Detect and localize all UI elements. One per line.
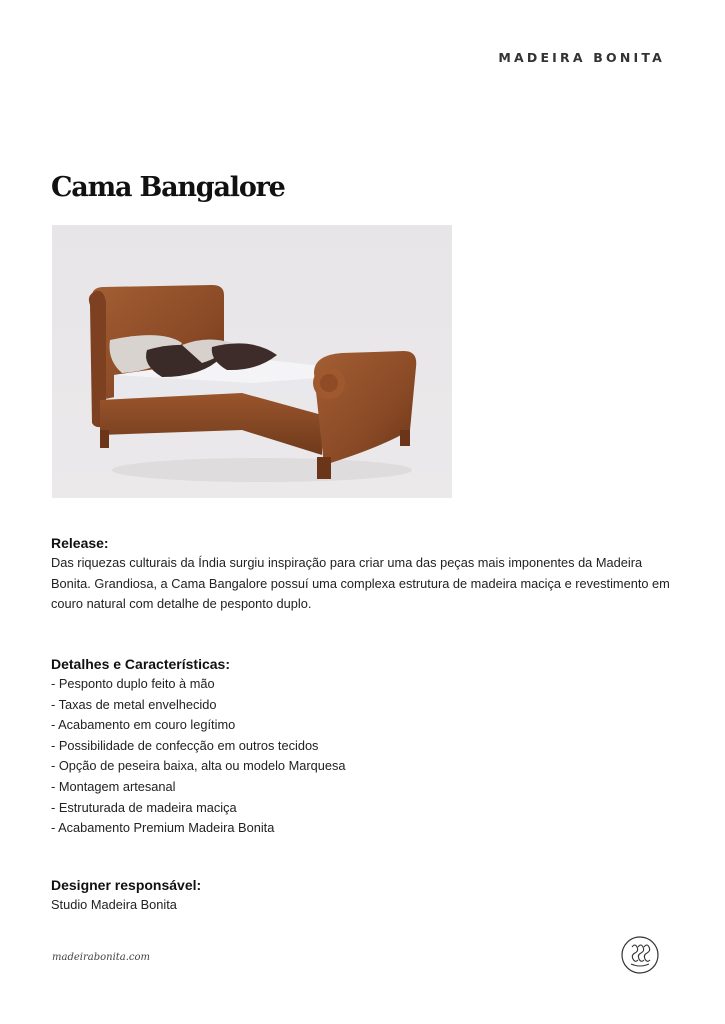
designer-heading: Designer responsável: [51,877,202,893]
designer-name: Studio Madeira Bonita [51,897,177,912]
details-heading: Detalhes e Características: [51,656,230,672]
list-item: - Acabamento Premium Madeira Bonita [51,820,275,836]
madeira-bonita-monogram-icon [620,935,660,975]
details-list [51,674,676,839]
list-item: - Possibilidade de confecção em outros tecidos [51,737,319,753]
list-item: - Acabamento em couro legítimo [51,717,236,733]
list-item: - Pesponto duplo feito à mão [51,676,215,691]
release-section [51,533,676,615]
release-text: Das riquezas culturais da Índia surgiu inspiração para criar uma das peças mais imponentes da Madeira Bonita. Grandiosa, a Cama Bangalore possuí uma complexa estrutura de madeira maciça e revestimento em couro natural com detalhe de pesponto duplo. [51,555,670,611]
website-link[interactable]: madeirabonita.com [52,952,151,963]
list-item: - Montagem artesanal [51,778,176,794]
bed-photo [52,225,452,498]
release-heading: Release: [51,535,109,551]
brand-name: MADEIRA BONITA [498,50,665,65]
list-item: - Taxas de metal envelhecido [51,696,217,712]
designer-section [51,875,676,916]
list-item: - Opção de peseira baixa, alta ou modelo Marquesa [51,758,346,774]
details-section [51,654,676,839]
list-item: - Estruturada de madeira maciça [51,799,237,815]
page-title: Cama Bangalore [51,172,285,203]
